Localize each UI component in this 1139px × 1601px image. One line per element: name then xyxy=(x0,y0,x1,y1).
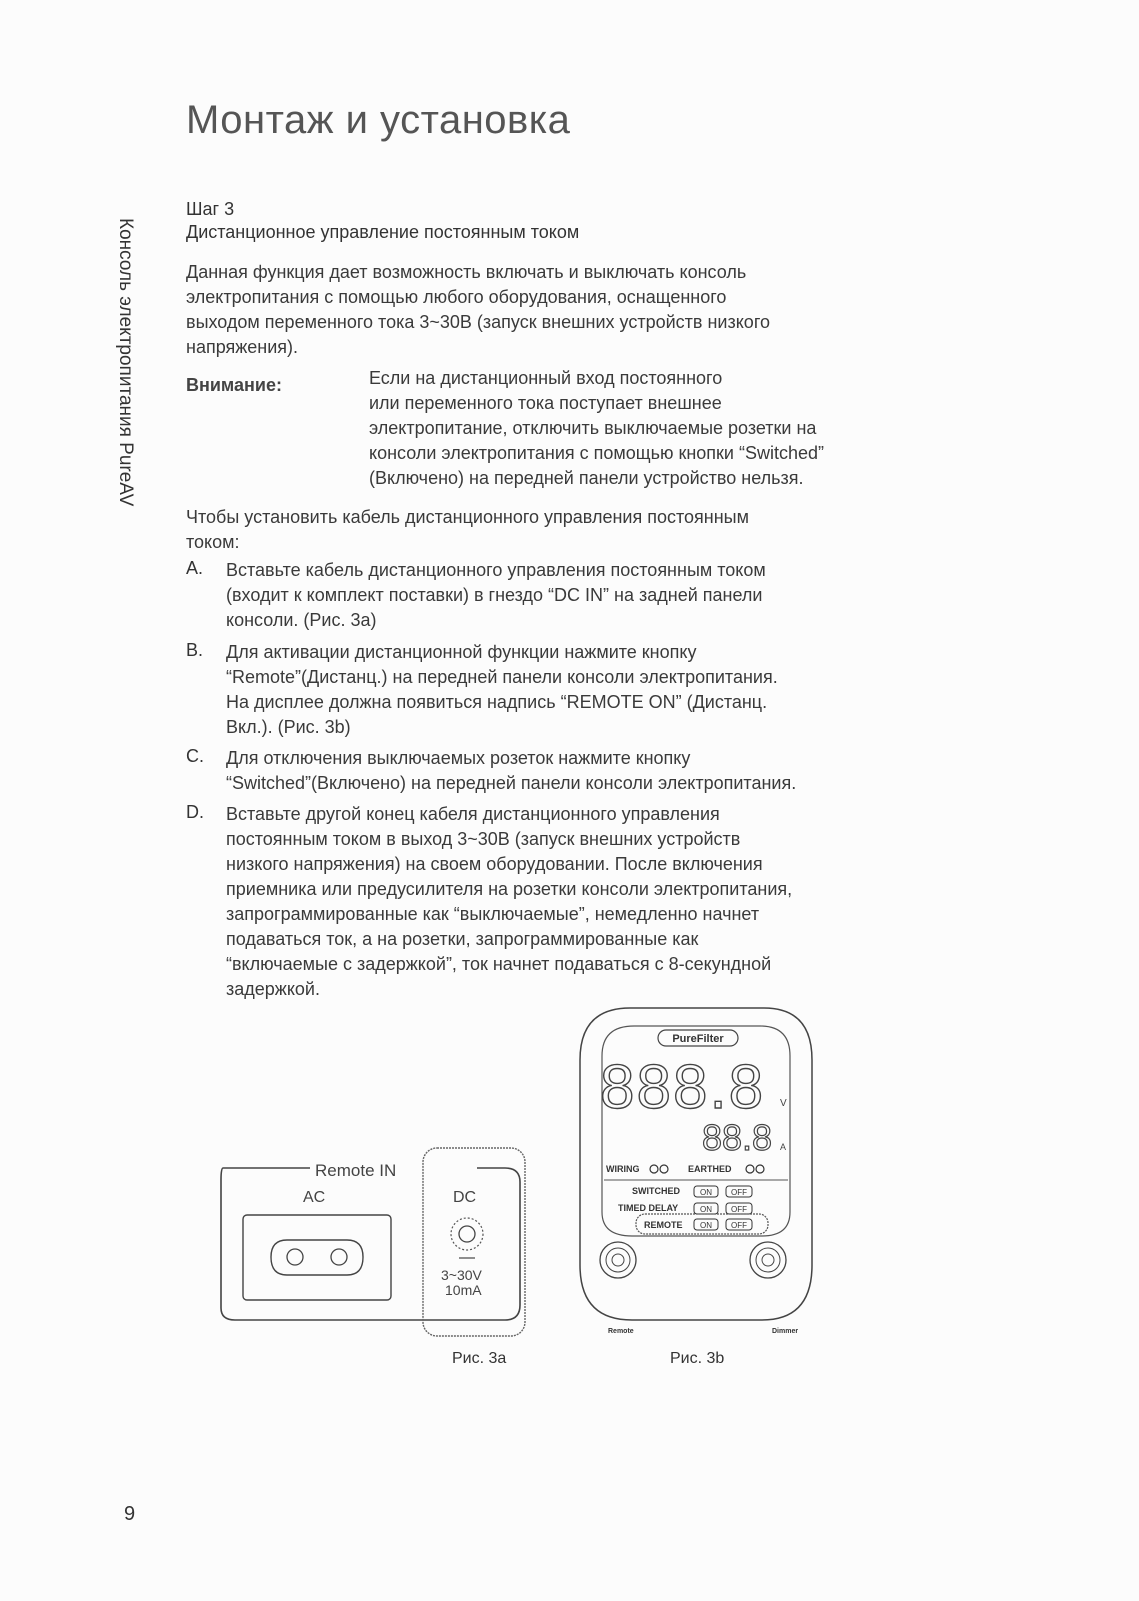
step-line: (входит к комплект поставки) в гнездо “DC IN” на задней панели xyxy=(226,585,763,605)
figure-3b-caption: Рис. 3b xyxy=(670,1350,725,1367)
earthed-status-icon xyxy=(746,1165,754,1173)
dc-current: 10mA xyxy=(445,1282,482,1298)
step-c-text xyxy=(226,746,796,796)
figure-3b xyxy=(572,1000,822,1340)
figure-3a-caption: Рис. 3a xyxy=(452,1350,507,1367)
earthed-status-icon xyxy=(756,1165,764,1173)
figure-3a xyxy=(215,1140,535,1340)
step-line: подаваться ток, а на розетки, запрограммированные как xyxy=(226,929,699,949)
step-line: Вкл.). (Рис. 3b) xyxy=(226,717,351,737)
warning-line: электропитание, отключить выключаемые розетки на xyxy=(369,418,817,438)
current-unit: A xyxy=(780,1142,787,1152)
step-line: Для активации дистанционной функции нажмите кнопку xyxy=(226,642,697,662)
instruction-line: Чтобы установить кабель дистанционного управления постоянным xyxy=(186,507,749,527)
step-line: приемника или предусилителя на розетки консоли электропитания, xyxy=(226,879,793,899)
step-line: “включаемые с задержкой”, ток начнет подаваться с 8-секундной xyxy=(226,954,772,974)
step-line: задержкой. xyxy=(226,979,320,999)
step-line: На дисплее должна появиться надпись “REMOTE ON” (Дистанц. xyxy=(226,692,768,712)
warning-text xyxy=(369,366,824,491)
step-a-letter: A. xyxy=(186,558,204,578)
intro-paragraph xyxy=(186,260,770,360)
dc-label: DC xyxy=(453,1189,477,1206)
switched-label: SWITCHED xyxy=(632,1186,680,1196)
section-subtitle: Дистанционное управление постоянным током xyxy=(186,222,580,242)
step-line: низкого напряжения) на своем оборудовании. После включения xyxy=(226,854,763,874)
warning-line: или переменного тока поступает внешнее xyxy=(369,393,722,413)
off-text: OFF xyxy=(731,1221,747,1230)
dimmer-knob xyxy=(750,1242,786,1278)
warning-label: Внимание: xyxy=(186,375,282,395)
step-line: “Remote”(Дистанц.) на передней панели консоли электропитания. xyxy=(226,667,778,687)
step-d-letter: D. xyxy=(186,802,204,822)
off-text: OFF xyxy=(731,1205,747,1214)
wiring-label: WIRING xyxy=(606,1164,640,1174)
on-text: ON xyxy=(700,1205,712,1214)
remote-in-label: Remote IN xyxy=(315,1161,397,1180)
current-display: 88.8 xyxy=(702,1117,773,1158)
ac-label: AC xyxy=(303,1189,326,1206)
warning-line: Если на дистанционный вход постоянного xyxy=(369,368,723,388)
page-number: 9 xyxy=(124,1503,136,1525)
remote-knob-label: Remote xyxy=(608,1328,634,1335)
step-line: “Switched”(Включено) на передней панели консоли электропитания. xyxy=(226,773,797,793)
step-c-letter: C. xyxy=(186,746,204,766)
voltage-unit: V xyxy=(780,1098,787,1109)
remote-knob xyxy=(600,1242,636,1278)
voltage-display: 888.8 xyxy=(600,1053,766,1122)
brand-name: PureFilter xyxy=(672,1033,724,1045)
dc-voltage: 3~30V xyxy=(441,1267,482,1283)
ac-socket-frame xyxy=(243,1215,391,1300)
off-text: OFF xyxy=(731,1188,747,1197)
step-line: Вставьте кабель дистанционного управления постоянным током xyxy=(226,560,766,580)
step-label: Шаг 3 xyxy=(186,199,235,219)
wiring-status-icon xyxy=(650,1165,658,1173)
dc-jack-icon xyxy=(451,1218,483,1250)
intro-line: электропитания с помощью любого оборудования, оснащенного xyxy=(186,287,727,307)
earthed-label: EARTHED xyxy=(688,1164,732,1174)
step-line: консоли. (Рис. 3a) xyxy=(226,610,377,630)
warning-line: консоли электропитания с помощью кнопки “Switched” xyxy=(369,443,825,463)
timed-delay-label: TIMED DELAY xyxy=(618,1203,679,1213)
step-b-text xyxy=(226,640,778,740)
instruction-line: током: xyxy=(186,532,240,552)
step-b-letter: B. xyxy=(186,640,204,660)
wiring-status-icon xyxy=(660,1165,668,1173)
instruction-paragraph xyxy=(186,505,749,555)
dimmer-knob-label: Dimmer xyxy=(772,1328,799,1335)
step-line: постоянным током в выход 3~30В (запуск внешних устройств xyxy=(226,829,741,849)
on-text: ON xyxy=(700,1188,712,1197)
ac-socket-icon xyxy=(271,1240,363,1275)
remote-label: REMOTE xyxy=(644,1220,683,1230)
intro-line: Данная функция дает возможность включать и выключать консоль xyxy=(186,262,747,282)
page-title: Монтаж и установка xyxy=(186,98,571,142)
warning-line: (Включено) на передней панели устройство нельзя. xyxy=(369,468,804,488)
step-d-text xyxy=(226,802,792,1002)
step-a-text xyxy=(226,558,766,633)
side-title: Консоль электропитания PureAV xyxy=(115,218,136,507)
on-text: ON xyxy=(700,1221,712,1230)
highlight-box xyxy=(423,1148,525,1336)
step-line: Для отключения выключаемых розеток нажмите кнопку xyxy=(226,748,691,768)
step-line: Вставьте другой конец кабеля дистанционного управления xyxy=(226,804,720,824)
intro-line: напряжения). xyxy=(186,337,299,357)
step-line: запрограммированные как “выключаемые”, немедленно начнет xyxy=(226,904,760,924)
intro-line: выходом переменного тока 3~30В (запуск внешних устройств низкого xyxy=(186,312,770,332)
